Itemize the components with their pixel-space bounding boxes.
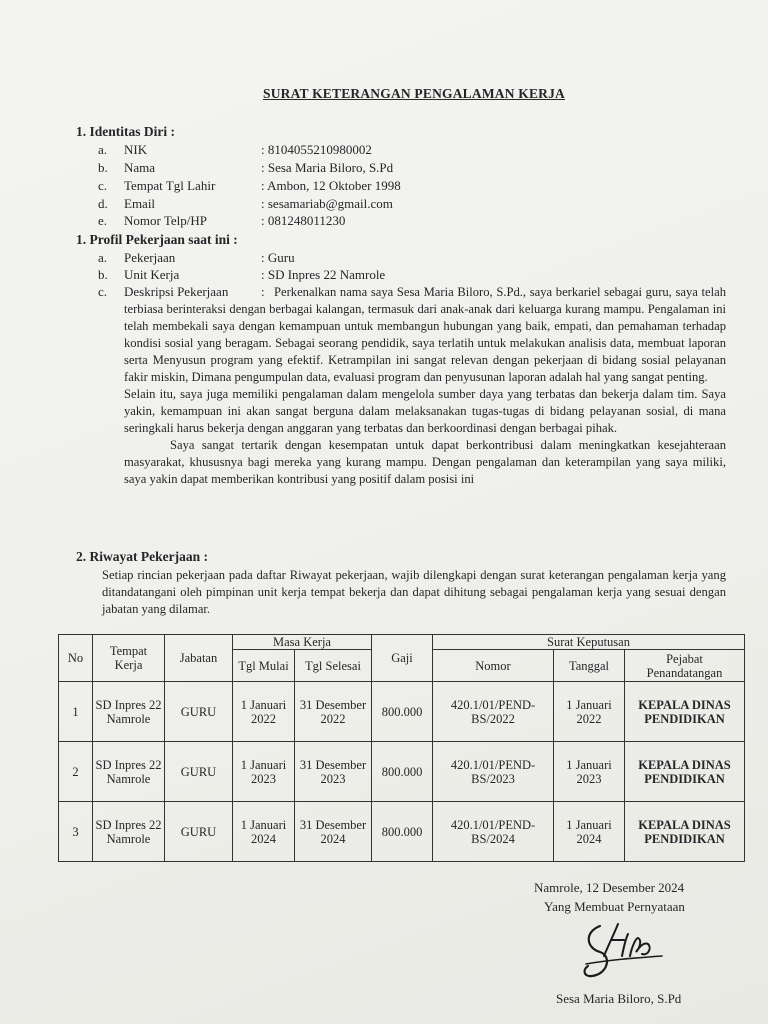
job-description [124,284,726,488]
field-label: Unit Kerja [124,267,180,282]
cell-pejabat: KEPALA DINAS PENDIDIKAN [625,742,745,802]
field-email [98,196,393,213]
section-profil-heading: 1. Profil Pekerjaan saat ini : [76,232,238,247]
header-tgl-mulai: Tgl Mulai [233,650,295,682]
field-letter: c. [98,178,108,193]
place-date: Namrole, 12 Desember 2024 [534,880,685,895]
field-tempat-tgl-lahir [98,178,401,195]
field-letter: b. [98,267,108,282]
table-row [59,742,745,802]
cell-tanggal: 1 Januari 2022 [554,682,625,742]
field-value: : 8104055210980002 [261,142,372,157]
field-label: Email [124,196,156,211]
header-tgl-selesai: Tgl Selesai [295,650,372,682]
description-paragraph-3: Saya sangat tertarik dengan kesempatan untuk dapat berkontribusi dalam meningkatkan kesejahteraan masyarakat, khususnya bagi mereka yang kurang mampu. Dengan pengalaman dan keterampilan yang saya miliki, saya yakin dapat memberikan kontribusi yang positif dalam posisi ini [124,438,726,486]
table-row [59,682,745,742]
cell-tempat: SD Inpres 22 Namrole [93,742,165,802]
handwritten-signature [578,916,668,986]
cell-gaji: 800.000 [372,742,433,802]
cell-tanggal: 1 Januari 2024 [554,802,625,862]
cell-pejabat: KEPALA DINAS PENDIDIKAN [625,682,745,742]
field-nomor-telp [98,213,345,230]
cell-nomor: 420.1/01/PEND-BS/2024 [433,802,554,862]
cell-nomor: 420.1/01/PEND-BS/2022 [433,682,554,742]
header-nomor: Nomor [433,650,554,682]
field-label: Tempat Tgl Lahir [124,178,216,193]
field-letter: e. [98,213,108,228]
description-paragraph-1: Perkenalkan nama saya Sesa Maria Biloro, S.Pd., saya berkariel sebagai guru, saya telah terbiasa berinteraksi dengan berbagai kalangan, termasuk dari anak-anak dari keluarga kurang mampu. Pengalaman ini telah membekali saya dengan kemampuan untuk membangun hubungan yang baik, empati, dan pemahaman terhadap kondisi sosial yang beragam. Sebagai seorang pendidik, saya terlatih untuk melakukan analisis data, membuat laporan serta Menyusun program yang efektif. Ketrampilan ini sangat relevan dengan pekerjaan di bidang sosial pelayanan fakir miskin, Dimana pengumpulan data, evaluasi program dan penyusunan laporan adalah hal yang sangat penting. [124,285,726,384]
work-history-table [58,634,745,862]
field-value: : SD Inpres 22 Namrole [261,267,386,282]
field-letter: a. [98,250,108,265]
cell-selesai: 31 Desember 2024 [295,802,372,862]
cell-mulai: 1 Januari 2024 [233,802,295,862]
document-title: SURAT KETERANGAN PENGALAMAN KERJA [263,86,565,101]
field-letter: d. [98,196,108,211]
section-riwayat-heading: 2. Riwayat Pekerjaan : [76,549,208,564]
cell-mulai: 1 Januari 2022 [233,682,295,742]
field-label: Pekerjaan [124,250,176,265]
cell-selesai: 31 Desember 2023 [295,742,372,802]
field-value: : sesamariab@gmail.com [261,196,393,211]
field-label: Deskripsi Pekerjaan [124,284,229,299]
field-pekerjaan [98,250,295,267]
cell-gaji: 800.000 [372,682,433,742]
cell-no: 3 [59,802,93,862]
header-surat-keputusan: Surat Keputusan [433,635,745,650]
header-pejabat: Pejabat Penandatangan [625,650,745,682]
field-label: NIK [124,142,148,157]
field-value: : Sesa Maria Biloro, S.Pd [261,160,394,175]
field-value: : Guru [261,250,295,265]
header-jabatan: Jabatan [165,635,233,682]
cell-tempat: SD Inpres 22 Namrole [93,682,165,742]
field-letter: c. [98,284,108,299]
table-header-row [59,635,745,650]
description-paragraph-2: Selain itu, saya juga memiliki pengalaman dalam mengelola sumber daya yang terbatas dan bekerja dalam tim. Saya yakin, kemampuan ini akan sangat berguna dalam melaksanakan tugas-tugas di bidang pelayanan sosial, di mana seringkali harus bekerja dengan anggaran yang terbatas dan berkoordinasi dengan berbagai pihak. [124,387,726,435]
header-tanggal: Tanggal [554,650,625,682]
header-gaji: Gaji [372,635,433,682]
cell-no: 1 [59,682,93,742]
signer-name: Sesa Maria Biloro, S.Pd [556,991,682,1006]
cell-pejabat: KEPALA DINAS PENDIDIKAN [625,802,745,862]
field-label: Nomor Telp/HP [124,213,207,228]
cell-gaji: 800.000 [372,802,433,862]
header-no: No [59,635,93,682]
field-nik [98,142,372,159]
field-unit-kerja [98,267,385,284]
cell-no: 2 [59,742,93,802]
field-value: : 081248011230 [261,213,346,228]
field-colon: : [261,284,265,299]
field-nama [98,160,393,177]
cell-nomor: 420.1/01/PEND-BS/2023 [433,742,554,802]
header-tempat-kerja: Tempat Kerja [93,635,165,682]
field-value: : Ambon, 12 Oktober 1998 [261,178,401,193]
header-masa-kerja: Masa Kerja [233,635,372,650]
cell-jabatan: GURU [165,682,233,742]
cell-jabatan: GURU [165,802,233,862]
section-identitas-heading: 1. Identitas Diri : [76,124,175,139]
cell-tanggal: 1 Januari 2023 [554,742,625,802]
signer-role: Yang Membuat Pernyataan [544,899,685,914]
table-row [59,802,745,862]
riwayat-intro: Setiap rincian pekerjaan pada daftar Riwayat pekerjaan, wajib dilengkapi dengan surat keterangan pengalaman kerja yang ditandatangani oleh pimpinan unit kerja tempat bekerja dan dapat dihitung sebagai pengalaman kerja yang sesuai dengan jabatan yang dilamar. [102,568,726,616]
cell-jabatan: GURU [165,742,233,802]
field-letter: b. [98,160,108,175]
cell-mulai: 1 Januari 2023 [233,742,295,802]
field-label: Nama [124,160,156,175]
cell-tempat: SD Inpres 22 Namrole [93,802,165,862]
cell-selesai: 31 Desember 2022 [295,682,372,742]
field-letter: a. [98,142,108,157]
